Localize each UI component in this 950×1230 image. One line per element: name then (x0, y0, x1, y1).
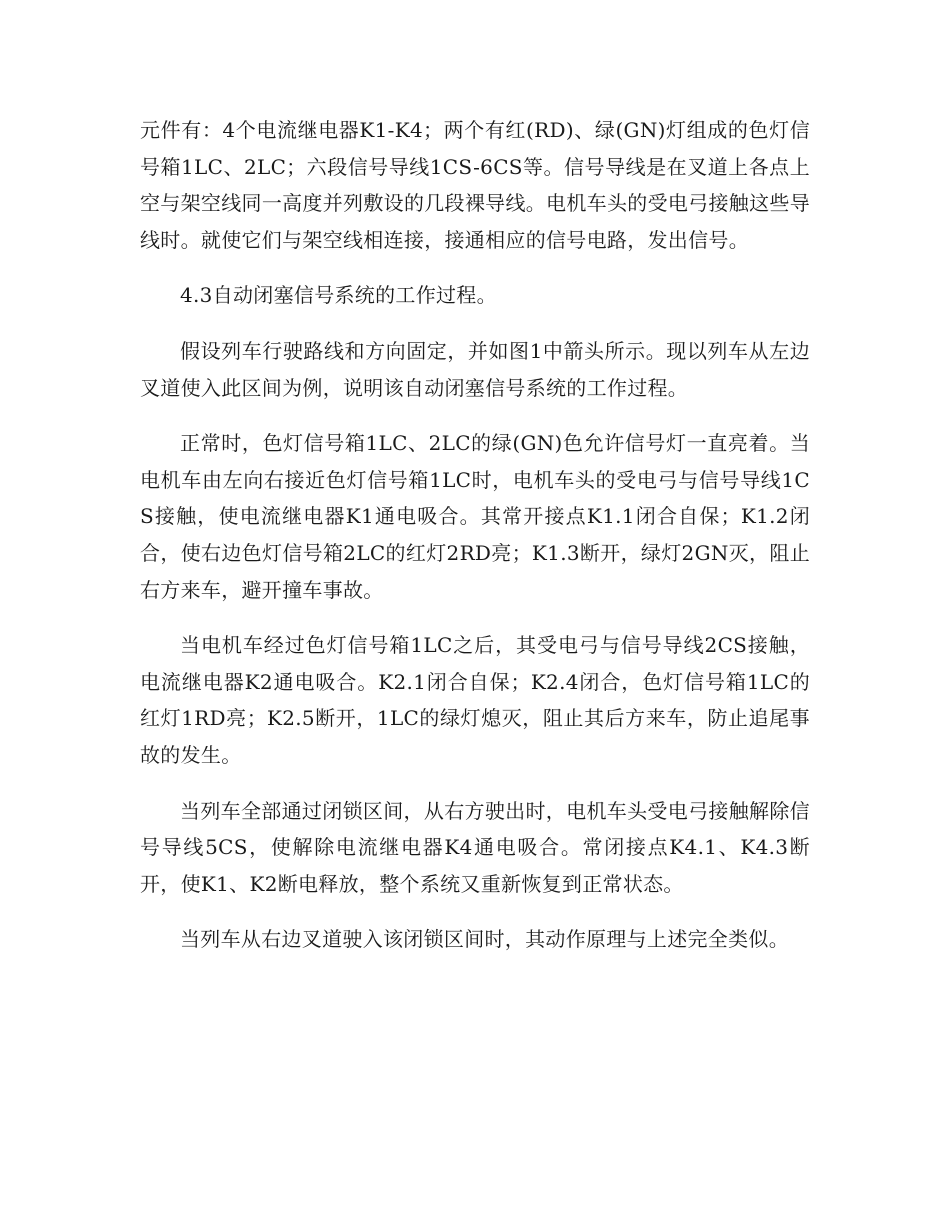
paragraph-exit-reset: 当列车全部通过闭锁区间，从右方驶出时，电机车头受电弓接触解除信号导线5CS，使解除电流继电器K4通电吸合。常闭接点K4.1、K4.3断开，使K1、K2断电释放，整个系统又重新恢复到正常状态。 (140, 798, 810, 896)
document-body (140, 112, 810, 977)
paragraph-components: 元件有：4个电流继电器K1-K4；两个有红(RD)、绿(GN)灯组成的色灯信号箱1LC、2LC；六段信号导线1CS-6CS等。信号导线是在叉道上各点上空与架空线同一高度并列敷设的几段裸导线。电机车头的受电弓接触这些导线时。就使它们与架空线相连接，接通相应的信号电路，发出信号。 (140, 118, 810, 252)
paragraph-assumption: 假设列车行驶路线和方向固定，并如图1中箭头所示。现以列车从左边叉道使入此区间为例，说明该自动闭塞信号系统的工作过程。 (140, 338, 810, 400)
paragraph-right-entry: 当列车从右边叉道驶入该闭锁区间时，其动作原理与上述完全类似。 (180, 927, 789, 952)
paragraph-normal-state: 正常时，色灯信号箱1LC、2LC的绿(GN)色允许信号灯一直亮着。当电机车由左向右接近色灯信号箱1LC时，电机车头的受电弓与信号导线1CS接触，使电流继电器K1通电吸合。其常开接点K1.1闭合自保；K1.2闭合，使右边色灯信号箱2LC的红灯2RD亮；K1.3断开，绿灯2GN灭，阻止右方来车，避开撞车事故。 (140, 431, 810, 602)
paragraph-after-1lc: 当电机车经过色灯信号箱1LC之后，其受电弓与信号导线2CS接触，电流继电器K2通电吸合。K2.1闭合自保；K2.4闭合，色灯信号箱1LC的红灯1RD亮；K2.5断开，1LC的绿灯熄灭，阻止其后方来车，防止追尾事故的发生。 (140, 633, 810, 767)
section-heading-4-3: 4.3自动闭塞信号系统的工作过程。 (180, 283, 497, 308)
